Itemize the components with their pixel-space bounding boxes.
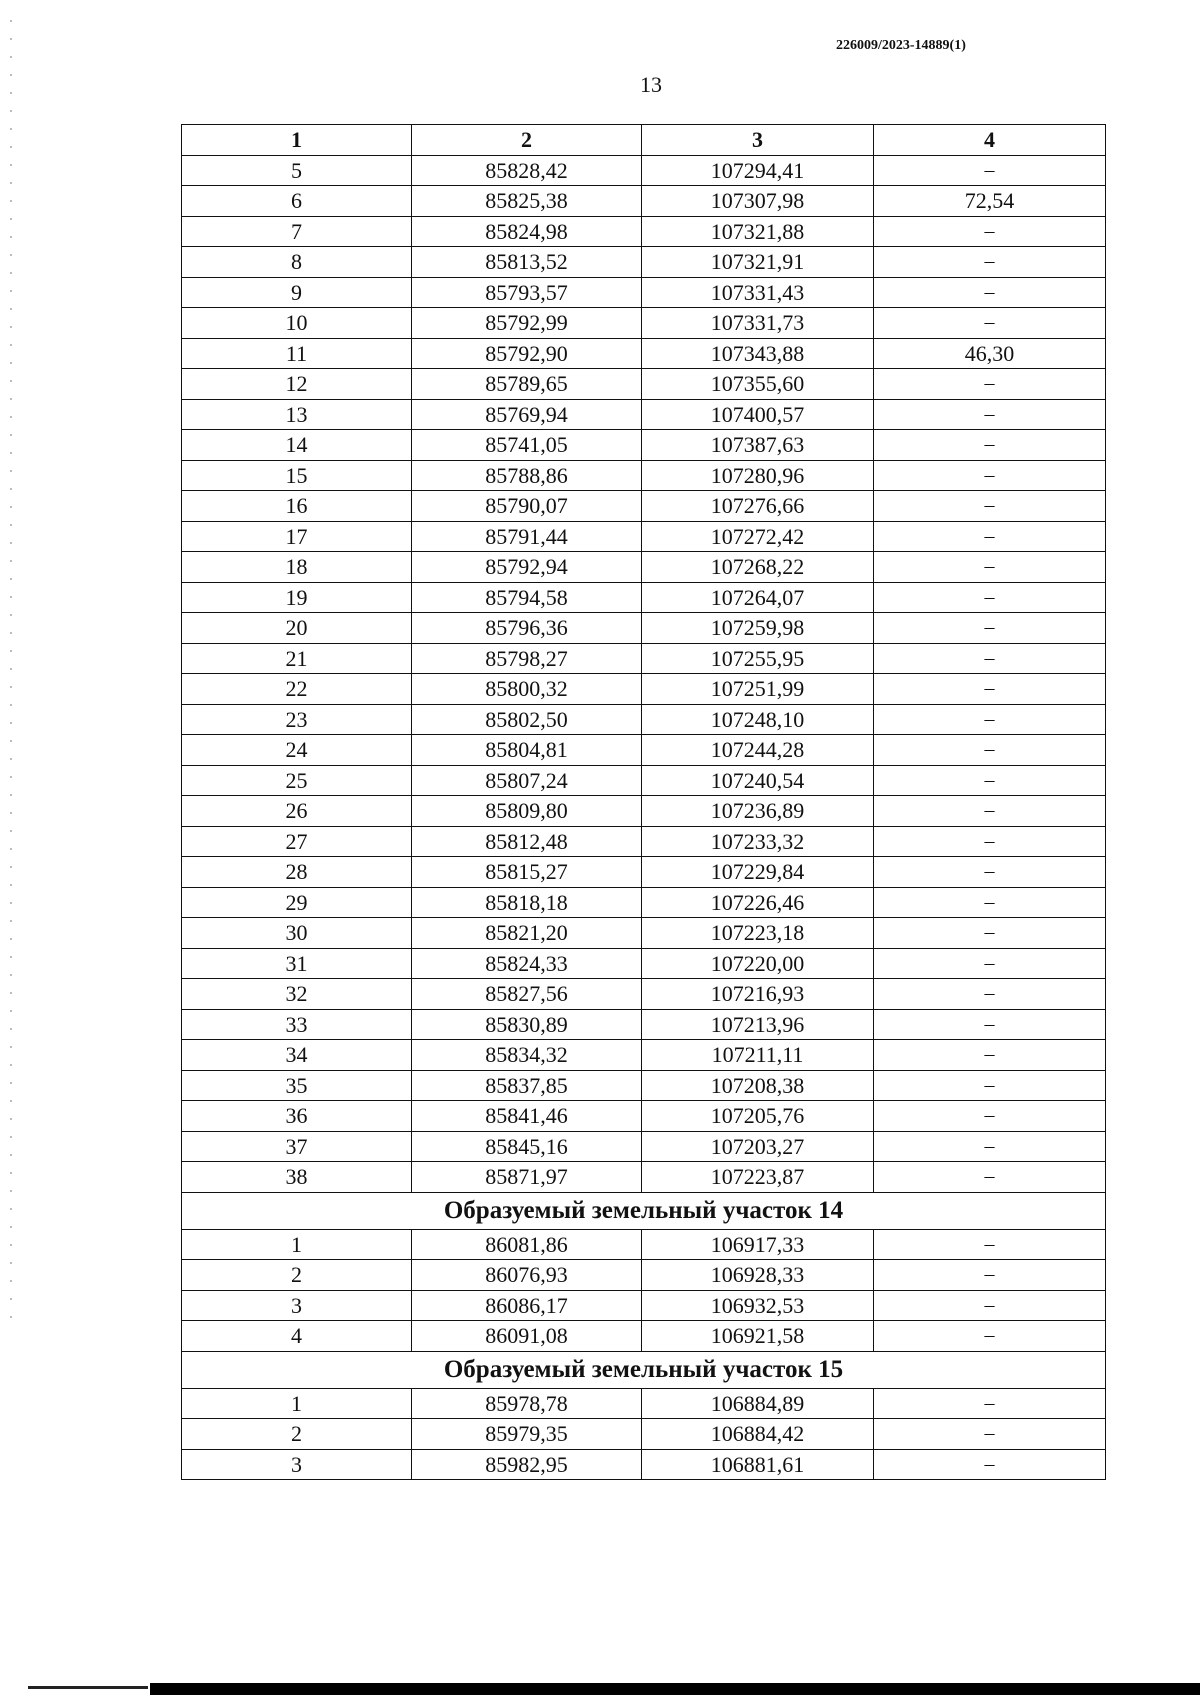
column-header: 2	[412, 125, 642, 156]
table-cell: 85982,95	[412, 1449, 642, 1480]
table-cell: –	[874, 1290, 1106, 1321]
table-cell: 13	[182, 399, 412, 430]
table-row	[182, 1229, 1106, 1260]
table-cell: 106884,89	[642, 1388, 874, 1419]
table-cell: –	[874, 796, 1106, 827]
coordinates-table	[181, 124, 1106, 1480]
table-row	[182, 552, 1106, 583]
table-cell: 107400,57	[642, 399, 874, 430]
table-row	[182, 155, 1106, 186]
table-cell: –	[874, 735, 1106, 766]
table-cell: 38	[182, 1162, 412, 1193]
table-cell: 11	[182, 338, 412, 369]
table-cell: 2	[182, 1260, 412, 1291]
column-header: 3	[642, 125, 874, 156]
table-cell: 107321,91	[642, 247, 874, 278]
table-cell: –	[874, 369, 1106, 400]
table-cell: 85792,99	[412, 308, 642, 339]
table-row	[182, 1260, 1106, 1291]
table-cell: –	[874, 1162, 1106, 1193]
table-cell: 107321,88	[642, 216, 874, 247]
table-cell: 85821,20	[412, 918, 642, 949]
table-cell: 27	[182, 826, 412, 857]
table-cell: 85979,35	[412, 1419, 642, 1450]
table-cell: 46,30	[874, 338, 1106, 369]
table-cell: –	[874, 1229, 1106, 1260]
section-header-15	[182, 1351, 1106, 1388]
table-cell: 85791,44	[412, 521, 642, 552]
table-row	[182, 521, 1106, 552]
table-cell: 33	[182, 1009, 412, 1040]
table-cell: –	[874, 1449, 1106, 1480]
table-cell: 85802,50	[412, 704, 642, 735]
table-cell: 107331,73	[642, 308, 874, 339]
table-cell: 36	[182, 1101, 412, 1132]
table-row	[182, 369, 1106, 400]
table-cell: 107331,43	[642, 277, 874, 308]
section-title: Образуемый земельный участок 14	[182, 1192, 1106, 1229]
table-row	[182, 918, 1106, 949]
table-row	[182, 1290, 1106, 1321]
table-header	[182, 125, 1106, 156]
table-cell: 106917,33	[642, 1229, 874, 1260]
table-row	[182, 979, 1106, 1010]
table-cell: –	[874, 399, 1106, 430]
table-cell: –	[874, 704, 1106, 735]
table-cell: 86076,93	[412, 1260, 642, 1291]
table-cell: 107229,84	[642, 857, 874, 888]
table-cell: 85837,85	[412, 1070, 642, 1101]
table-row	[182, 1131, 1106, 1162]
table-cell: 85798,27	[412, 643, 642, 674]
table-cell: –	[874, 1101, 1106, 1132]
table-row	[182, 1321, 1106, 1352]
table-cell: 107259,98	[642, 613, 874, 644]
table-cell: 85793,57	[412, 277, 642, 308]
table-cell: 23	[182, 704, 412, 735]
table-cell: 85769,94	[412, 399, 642, 430]
section-title: Образуемый земельный участок 15	[182, 1351, 1106, 1388]
table-cell: 22	[182, 674, 412, 705]
table-row	[182, 887, 1106, 918]
table-cell: 20	[182, 613, 412, 644]
table-row	[182, 277, 1106, 308]
table-cell: –	[874, 1321, 1106, 1352]
table-cell: 107268,22	[642, 552, 874, 583]
table-cell: 85792,90	[412, 338, 642, 369]
table-cell: 35	[182, 1070, 412, 1101]
table-cell: –	[874, 1131, 1106, 1162]
table-cell: 107240,54	[642, 765, 874, 796]
table-cell: 9	[182, 277, 412, 308]
table-cell: 85828,42	[412, 155, 642, 186]
table-cell: 107264,07	[642, 582, 874, 613]
table-cell: 4	[182, 1321, 412, 1352]
table-row	[182, 1009, 1106, 1040]
document-number: 226009/2023-14889(1)	[836, 38, 966, 53]
table-row	[182, 674, 1106, 705]
table-cell: 85824,33	[412, 948, 642, 979]
table-cell: 24	[182, 735, 412, 766]
table-cell: 85788,86	[412, 460, 642, 491]
table-cell: 85804,81	[412, 735, 642, 766]
scan-streak	[28, 1686, 148, 1689]
table-cell: 26	[182, 796, 412, 827]
table-cell: 107280,96	[642, 460, 874, 491]
table-row	[182, 1388, 1106, 1419]
table-cell: 28	[182, 857, 412, 888]
table-cell: 107220,00	[642, 948, 874, 979]
table-cell: –	[874, 643, 1106, 674]
table-cell: –	[874, 918, 1106, 949]
table-cell: –	[874, 552, 1106, 583]
table-cell: –	[874, 887, 1106, 918]
table-cell: 85830,89	[412, 1009, 642, 1040]
table-cell: 72,54	[874, 186, 1106, 217]
table-cell: –	[874, 826, 1106, 857]
table-cell: 107216,93	[642, 979, 874, 1010]
table-cell: 85827,56	[412, 979, 642, 1010]
table-cell: 107276,66	[642, 491, 874, 522]
table-cell: 107307,98	[642, 186, 874, 217]
table-cell: 107387,63	[642, 430, 874, 461]
table-cell: 107343,88	[642, 338, 874, 369]
table-cell: 107272,42	[642, 521, 874, 552]
table-cell: 16	[182, 491, 412, 522]
table-cell: 106928,33	[642, 1260, 874, 1291]
table-cell: 10	[182, 308, 412, 339]
table-row	[182, 430, 1106, 461]
table-cell: –	[874, 460, 1106, 491]
table-cell: 3	[182, 1449, 412, 1480]
table-row	[182, 186, 1106, 217]
table-cell: –	[874, 1009, 1106, 1040]
table-cell: –	[874, 247, 1106, 278]
table-cell: –	[874, 430, 1106, 461]
table-cell: 107244,28	[642, 735, 874, 766]
table-cell: –	[874, 765, 1106, 796]
table-row	[182, 582, 1106, 613]
table-cell: 32	[182, 979, 412, 1010]
table-cell: 107248,10	[642, 704, 874, 735]
table-header-row	[182, 125, 1106, 156]
table-cell: 107205,76	[642, 1101, 874, 1132]
scan-bottom-bar	[150, 1683, 1200, 1695]
table-cell: 85815,27	[412, 857, 642, 888]
table-cell: 85845,16	[412, 1131, 642, 1162]
table-cell: 107255,95	[642, 643, 874, 674]
column-header: 4	[874, 125, 1106, 156]
table-cell: 85796,36	[412, 613, 642, 644]
table-cell: –	[874, 308, 1106, 339]
table-cell: 107355,60	[642, 369, 874, 400]
scan-edge-marks	[10, 20, 12, 1320]
table-cell: 107223,18	[642, 918, 874, 949]
table-cell: 3	[182, 1290, 412, 1321]
table-cell: –	[874, 1388, 1106, 1419]
table-row	[182, 1070, 1106, 1101]
table-cell: 15	[182, 460, 412, 491]
table-cell: 85824,98	[412, 216, 642, 247]
table-cell: –	[874, 277, 1106, 308]
table-cell: –	[874, 1070, 1106, 1101]
table-cell: –	[874, 857, 1106, 888]
table-cell: 7	[182, 216, 412, 247]
section-header-14	[182, 1192, 1106, 1229]
table-cell: 85790,07	[412, 491, 642, 522]
table-cell: 85794,58	[412, 582, 642, 613]
column-header: 1	[182, 125, 412, 156]
table-cell: 107233,32	[642, 826, 874, 857]
table-cell: –	[874, 674, 1106, 705]
table-cell: 5	[182, 155, 412, 186]
table-cell: 107251,99	[642, 674, 874, 705]
table-row	[182, 460, 1106, 491]
table-cell: –	[874, 521, 1106, 552]
table-cell: 6	[182, 186, 412, 217]
table-cell: –	[874, 948, 1106, 979]
table-row	[182, 613, 1106, 644]
table-cell: 107294,41	[642, 155, 874, 186]
table-row	[182, 1419, 1106, 1450]
table-cell: 107211,11	[642, 1040, 874, 1071]
table-cell: 18	[182, 552, 412, 583]
table-cell: 30	[182, 918, 412, 949]
table-cell: 21	[182, 643, 412, 674]
table-cell: –	[874, 582, 1106, 613]
table-cell: 85978,78	[412, 1388, 642, 1419]
table-row	[182, 643, 1106, 674]
table-cell: 107236,89	[642, 796, 874, 827]
table-cell: 85741,05	[412, 430, 642, 461]
table-row	[182, 338, 1106, 369]
table-row	[182, 1101, 1106, 1132]
table-cell: –	[874, 1040, 1106, 1071]
table-cell: 12	[182, 369, 412, 400]
table-cell: 85818,18	[412, 887, 642, 918]
table-cell: 85825,38	[412, 186, 642, 217]
table-cell: 85841,46	[412, 1101, 642, 1132]
table-cell: 106921,58	[642, 1321, 874, 1352]
table-cell: –	[874, 979, 1106, 1010]
table-cell: 86086,17	[412, 1290, 642, 1321]
table-cell: 106932,53	[642, 1290, 874, 1321]
table-row	[182, 216, 1106, 247]
table-cell: 107203,27	[642, 1131, 874, 1162]
table-cell: 86091,08	[412, 1321, 642, 1352]
table-cell: –	[874, 1419, 1106, 1450]
table-body	[182, 155, 1106, 1480]
table-cell: 107208,38	[642, 1070, 874, 1101]
table-cell: 1	[182, 1229, 412, 1260]
table-row	[182, 826, 1106, 857]
table-cell: 85812,48	[412, 826, 642, 857]
table-cell: 107226,46	[642, 887, 874, 918]
table-cell: 107213,96	[642, 1009, 874, 1040]
table-row	[182, 1162, 1106, 1193]
table-row	[182, 796, 1106, 827]
table-row	[182, 399, 1106, 430]
table-cell: 85871,97	[412, 1162, 642, 1193]
table-row	[182, 491, 1106, 522]
table-cell: 37	[182, 1131, 412, 1162]
table-row	[182, 1449, 1106, 1480]
table-row	[182, 765, 1106, 796]
table-cell: 2	[182, 1419, 412, 1450]
table-cell: 34	[182, 1040, 412, 1071]
table-cell: –	[874, 491, 1106, 522]
table-row	[182, 308, 1106, 339]
table-cell: 85800,32	[412, 674, 642, 705]
table-cell: –	[874, 1260, 1106, 1291]
table-row	[182, 948, 1106, 979]
table-cell: 29	[182, 887, 412, 918]
table-row	[182, 735, 1106, 766]
table-cell: 14	[182, 430, 412, 461]
table-cell: 85834,32	[412, 1040, 642, 1071]
table-cell: –	[874, 155, 1106, 186]
table-cell: –	[874, 613, 1106, 644]
table-row	[182, 247, 1106, 278]
table-cell: 1	[182, 1388, 412, 1419]
table-row	[182, 704, 1106, 735]
table-cell: 85807,24	[412, 765, 642, 796]
table-cell: 17	[182, 521, 412, 552]
table-row	[182, 857, 1106, 888]
table-cell: 85789,65	[412, 369, 642, 400]
table-cell: 85809,80	[412, 796, 642, 827]
table-row	[182, 1040, 1106, 1071]
table-cell: 25	[182, 765, 412, 796]
table-cell: –	[874, 216, 1106, 247]
table-cell: 19	[182, 582, 412, 613]
table-cell: 106881,61	[642, 1449, 874, 1480]
table-cell: 85792,94	[412, 552, 642, 583]
table-cell: 107223,87	[642, 1162, 874, 1193]
table-cell: 106884,42	[642, 1419, 874, 1450]
table-cell: 86081,86	[412, 1229, 642, 1260]
table-cell: 85813,52	[412, 247, 642, 278]
table-cell: 8	[182, 247, 412, 278]
table-cell: 31	[182, 948, 412, 979]
page-number: 13	[640, 72, 662, 97]
